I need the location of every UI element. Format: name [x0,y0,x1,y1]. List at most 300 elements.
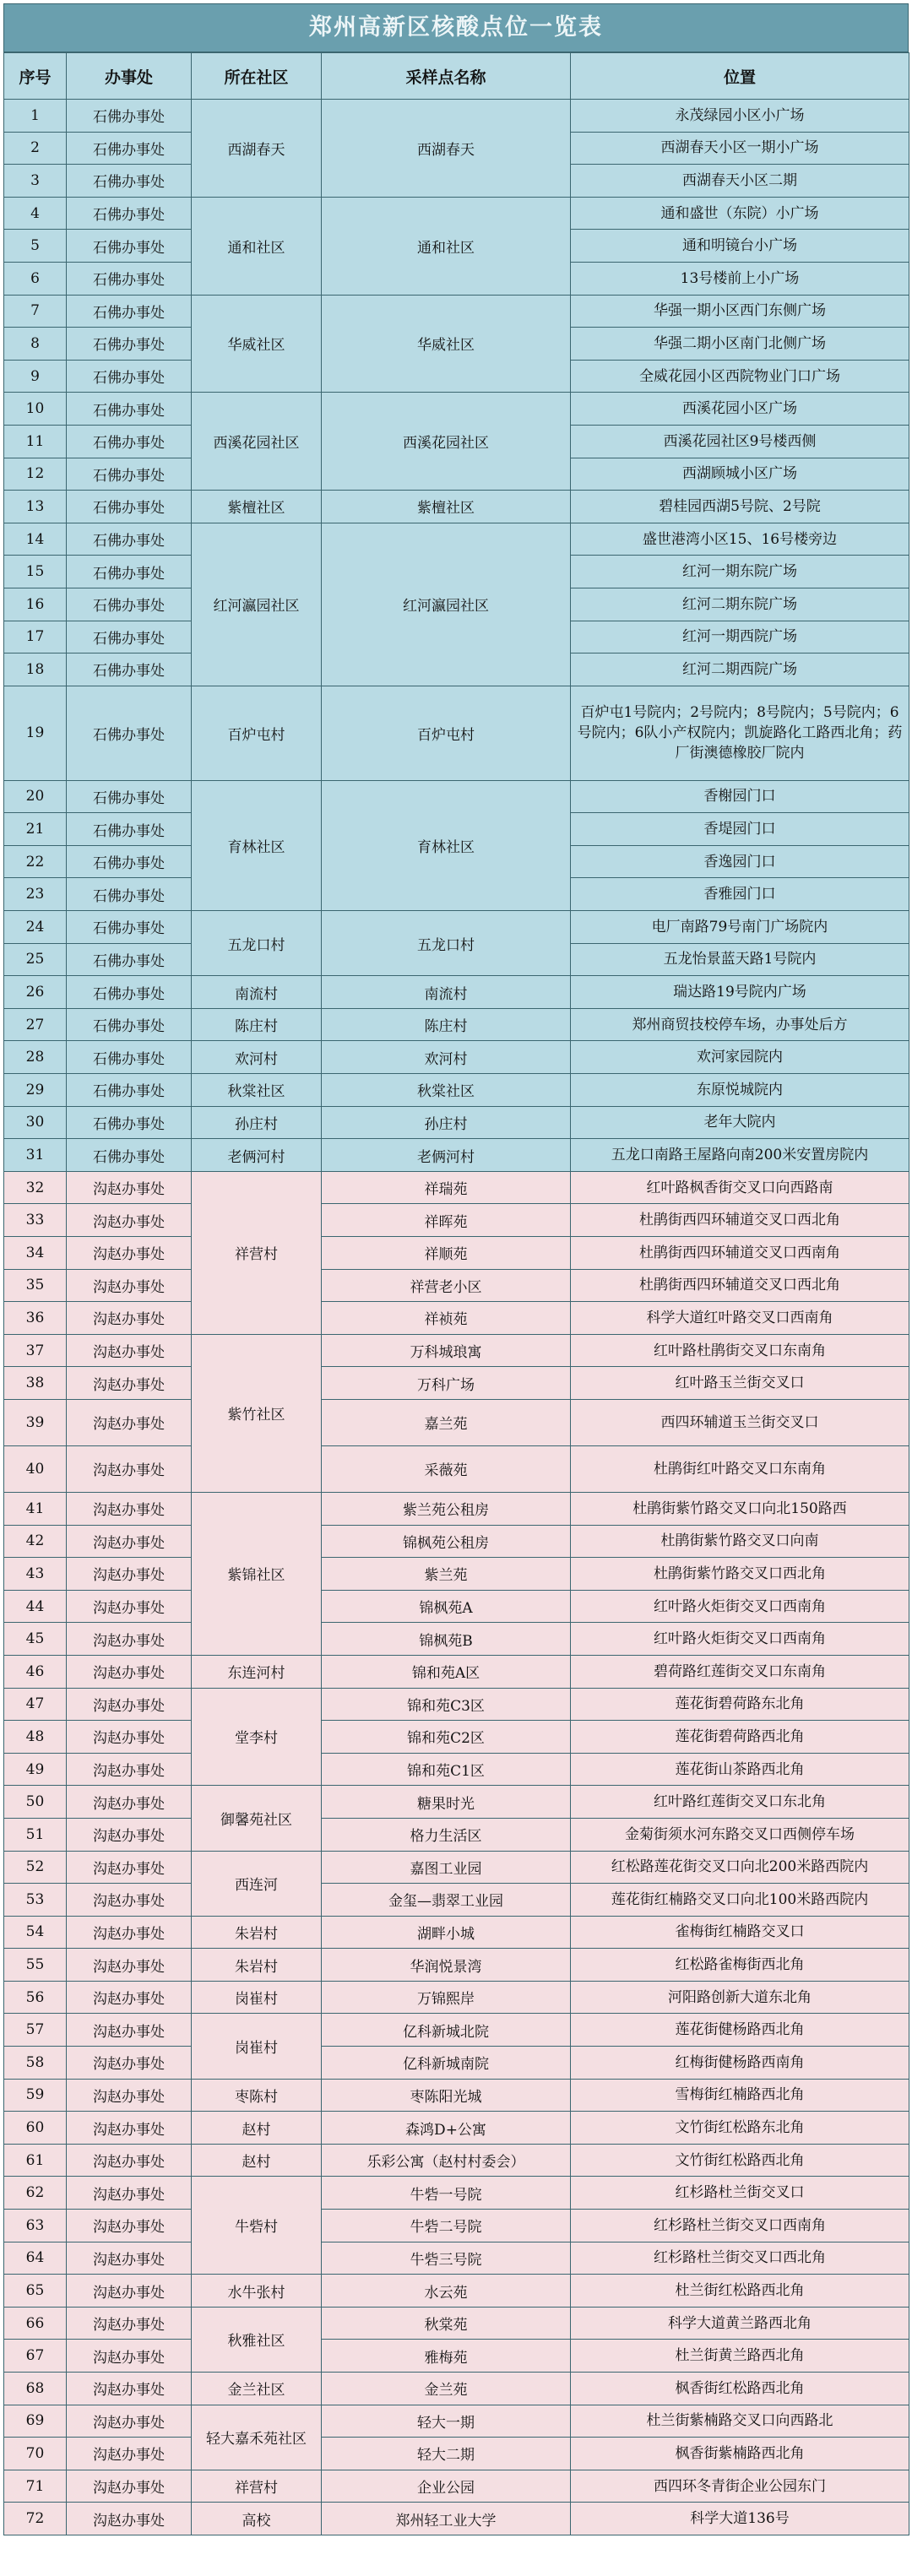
cell-site: 轻大一期 [322,2405,571,2438]
cell-site: 牛砦二号院 [322,2210,571,2242]
cell-location: 雀梅街红楠路交叉口 [571,1916,909,1949]
cell-location: 红梅街健杨路西南角 [571,2047,909,2080]
header-location: 位置 [571,53,909,100]
cell-office: 沟赵办事处 [67,1558,192,1591]
cell-office: 石佛办事处 [67,845,192,878]
cell-location: 杜兰街黄兰路西北角 [571,2340,909,2373]
cell-site: 秋棠社区 [322,1074,571,1107]
cell-site: 紫檀社区 [322,491,571,523]
cell-office: 沟赵办事处 [67,2112,192,2145]
table-row [4,1884,909,1917]
table-row [4,686,909,780]
cell-location: 红河一期西院广场 [571,621,909,653]
header-site: 采样点名称 [322,53,571,100]
cell-site: 嘉兰苑 [322,1399,571,1445]
cell-location: 杜鹃街西四环辅道交叉口西北角 [571,1269,909,1302]
cell-no: 34 [4,1237,67,1270]
cell-office: 石佛办事处 [67,653,192,686]
cell-community: 赵村 [192,2144,322,2177]
cell-location: 红叶路玉兰街交叉口 [571,1367,909,1400]
cell-no: 8 [4,328,67,361]
cell-location: 杜鹃街西四环辅道交叉口西北角 [571,1204,909,1237]
cell-office: 石佛办事处 [67,360,192,393]
cell-office: 沟赵办事处 [67,1525,192,1558]
table-row [4,2470,909,2503]
cell-site: 锦和苑A区 [322,1655,571,1688]
cell-no: 57 [4,2014,67,2047]
cell-community: 水牛张村 [192,2275,322,2308]
table-row [4,2047,909,2080]
cell-no: 44 [4,1590,67,1623]
table-row [4,2307,909,2340]
cell-community: 孙庄村 [192,1106,322,1139]
cell-site: 雅梅苑 [322,2340,571,2373]
cell-site: 百炉屯村 [322,686,571,780]
cell-community: 枣陈村 [192,2079,322,2112]
cell-location: 红杉路杜兰街交叉口西南角 [571,2210,909,2242]
cell-no: 18 [4,653,67,686]
cell-office: 沟赵办事处 [67,1334,192,1367]
cell-office: 石佛办事处 [67,1041,192,1074]
cell-no: 72 [4,2503,67,2535]
cell-office: 石佛办事处 [67,943,192,976]
cell-site: 金兰苑 [322,2373,571,2405]
table-row [4,2014,909,2047]
cell-no: 48 [4,1721,67,1754]
cell-office: 沟赵办事处 [67,2340,192,2373]
table-row [4,2275,909,2308]
cell-office: 沟赵办事处 [67,2242,192,2275]
table-row [4,1399,909,1445]
cell-location: 华强一期小区西门东侧广场 [571,295,909,328]
cell-office: 石佛办事处 [67,911,192,944]
cell-no: 41 [4,1492,67,1525]
cell-community: 牛砦村 [192,2177,322,2275]
table-row [4,523,909,556]
table-row [4,2112,909,2145]
cell-no: 13 [4,491,67,523]
header-community: 所在社区 [192,53,322,100]
cell-office: 沟赵办事处 [67,2210,192,2242]
cell-location: 通和盛世（东院）小广场 [571,197,909,230]
cell-location: 杜兰街红松路西北角 [571,2275,909,2308]
cell-location: 五龙口南路王屋路向南200米安置房院内 [571,1139,909,1172]
table-row [4,2079,909,2112]
cell-office: 石佛办事处 [67,1106,192,1139]
cell-location: 莲花街碧荷路西北角 [571,1721,909,1754]
cell-office: 沟赵办事处 [67,1399,192,1445]
cell-community: 老俩河村 [192,1139,322,1172]
table-row [4,976,909,1009]
table-row [4,1981,909,2014]
cell-site: 牛砦一号院 [322,2177,571,2210]
cell-location: 科学大道红叶路交叉口西南角 [571,1302,909,1335]
cell-location: 河阳路创新大道东北角 [571,1981,909,2014]
cell-site: 紫兰苑 [322,1558,571,1591]
cell-site: 欢河村 [322,1041,571,1074]
cell-community: 朱岩村 [192,1916,322,1949]
cell-no: 21 [4,813,67,846]
cell-office: 沟赵办事处 [67,1721,192,1754]
cell-location: 红河二期东院广场 [571,588,909,621]
cell-office: 沟赵办事处 [67,1851,192,1884]
header-no: 序号 [4,53,67,100]
cell-site: 祥祯苑 [322,1302,571,1335]
cell-location: 瑞达路19号院内广场 [571,976,909,1009]
cell-location: 杜鹃街紫竹路交叉口向南 [571,1525,909,1558]
cell-location: 金菊街须水河东路交叉口西侧停车场 [571,1818,909,1851]
cell-no: 37 [4,1334,67,1367]
cell-site: 牛砦三号院 [322,2242,571,2275]
cell-office: 沟赵办事处 [67,1269,192,1302]
cell-location: 文竹街红松路东北角 [571,2112,909,2145]
cell-office: 石佛办事处 [67,813,192,846]
table-row [4,1269,909,1302]
cell-office: 石佛办事处 [67,1074,192,1107]
cell-no: 11 [4,425,67,458]
cell-site: 水云苑 [322,2275,571,2308]
cell-office: 石佛办事处 [67,556,192,588]
cell-location: 全威花园小区西院物业门口广场 [571,360,909,393]
cell-office: 沟赵办事处 [67,2503,192,2535]
cell-location: 红松路雀梅街西北角 [571,1949,909,1982]
cell-office: 石佛办事处 [67,780,192,813]
cell-no: 29 [4,1074,67,1107]
cell-site: 湖畔小城 [322,1916,571,1949]
cell-location: 西湖顾城小区广场 [571,458,909,491]
cell-no: 25 [4,943,67,976]
cell-site: 育林社区 [322,780,571,910]
cell-office: 石佛办事处 [67,100,192,133]
table-row [4,2177,909,2210]
cell-community: 紫檀社区 [192,491,322,523]
cell-no: 42 [4,1525,67,1558]
cell-no: 14 [4,523,67,556]
cell-office: 石佛办事处 [67,458,192,491]
table-row [4,1139,909,1172]
cell-no: 9 [4,360,67,393]
cell-community: 西湖春天 [192,100,322,198]
cell-site: 红河瀛园社区 [322,523,571,686]
cell-site: 采薇苑 [322,1445,571,1492]
cell-no: 23 [4,878,67,911]
cell-community: 欢河村 [192,1041,322,1074]
cell-office: 石佛办事处 [67,1139,192,1172]
table-row [4,1204,909,1237]
cell-office: 沟赵办事处 [67,2470,192,2503]
page-title: 郑州高新区核酸点位一览表 [3,3,909,52]
cell-no: 62 [4,2177,67,2210]
cell-no: 1 [4,100,67,133]
cell-no: 60 [4,2112,67,2145]
cell-site: 亿科新城北院 [322,2014,571,2047]
cell-site: 乐彩公寓（赵村村委会） [322,2144,571,2177]
cell-location: 红松路莲花街交叉口向北200米路西院内 [571,1851,909,1884]
table-row [4,1492,909,1525]
cell-office: 沟赵办事处 [67,1302,192,1335]
table-row [4,2405,909,2438]
cell-office: 沟赵办事处 [67,1949,192,1982]
cell-location: 西湖春天小区二期 [571,165,909,198]
cell-location: 红叶路火炬街交叉口西南角 [571,1623,909,1656]
cell-location: 欢河家园院内 [571,1041,909,1074]
cell-community: 百炉屯村 [192,686,322,780]
cell-no: 46 [4,1655,67,1688]
cell-site: 企业公园 [322,2470,571,2503]
cell-location: 五龙怡景蓝天路1号院内 [571,943,909,976]
cell-site: 轻大二期 [322,2438,571,2470]
cell-office: 石佛办事处 [67,393,192,426]
cell-location: 西溪花园社区9号楼西侧 [571,425,909,458]
table-row [4,1074,909,1107]
cell-location: 雪梅街红楠路西北角 [571,2079,909,2112]
cell-community: 华威社区 [192,295,322,393]
table-row [4,1334,909,1367]
cell-site: 南流村 [322,976,571,1009]
cell-location: 碧荷路红莲街交叉口东南角 [571,1655,909,1688]
cell-no: 31 [4,1139,67,1172]
table-row [4,1688,909,1721]
table-row [4,2503,909,2535]
cell-no: 59 [4,2079,67,2112]
cell-office: 石佛办事处 [67,1008,192,1041]
table-row [4,1367,909,1400]
table-header [4,53,909,100]
table-row [4,1623,909,1656]
table-row [4,1655,909,1688]
cell-site: 锦枫苑公租房 [322,1525,571,1558]
cell-site: 祥晖苑 [322,1204,571,1237]
table-row [4,491,909,523]
cell-community: 东连河村 [192,1655,322,1688]
cell-office: 沟赵办事处 [67,1204,192,1237]
table-row [4,1171,909,1204]
cell-site: 老俩河村 [322,1139,571,1172]
table-row [4,911,909,944]
cell-location: 红杉路杜兰街交叉口西北角 [571,2242,909,2275]
cell-location: 电厂南路79号南门广场院内 [571,911,909,944]
cell-community: 岗崔村 [192,1981,322,2014]
cell-office: 石佛办事处 [67,976,192,1009]
cell-office: 沟赵办事处 [67,1445,192,1492]
cell-site: 祥营老小区 [322,1269,571,1302]
cell-community: 五龙口村 [192,911,322,976]
cell-location: 红河一期东院广场 [571,556,909,588]
cell-office: 沟赵办事处 [67,2373,192,2405]
cell-location: 枫香街红松路西北角 [571,2373,909,2405]
cell-no: 54 [4,1916,67,1949]
cell-site: 西溪花园社区 [322,393,571,491]
cell-location: 莲花街健杨路西北角 [571,2014,909,2047]
table-row [4,1106,909,1139]
cell-site: 五龙口村 [322,911,571,976]
cell-no: 6 [4,262,67,295]
cell-community: 祥营村 [192,1171,322,1334]
cell-location: 红河二期西院广场 [571,653,909,686]
cell-office: 沟赵办事处 [67,1623,192,1656]
cell-office: 石佛办事处 [67,686,192,780]
cell-office: 石佛办事处 [67,621,192,653]
cell-office: 石佛办事处 [67,295,192,328]
cell-location: 红杉路杜兰街交叉口 [571,2177,909,2210]
table-row [4,2373,909,2405]
cell-community: 轻大嘉禾苑社区 [192,2405,322,2470]
cell-office: 石佛办事处 [67,262,192,295]
cell-location: 杜鹃街西四环辅道交叉口西南角 [571,1237,909,1270]
table-row [4,2144,909,2177]
cell-no: 64 [4,2242,67,2275]
cell-location: 东原悦城院内 [571,1074,909,1107]
cell-no: 51 [4,1818,67,1851]
cell-office: 沟赵办事处 [67,2275,192,2308]
table-row [4,1916,909,1949]
cell-no: 67 [4,2340,67,2373]
cell-location: 百炉屯1号院内；2号院内；8号院内；5号院内；6号院内；6队小产权院内；凯旋路化工路西北角；药厂街澳德橡胶厂院内 [571,686,909,780]
cell-no: 5 [4,230,67,263]
cell-site: 西湖春天 [322,100,571,198]
cell-office: 沟赵办事处 [67,1981,192,2014]
cell-no: 30 [4,1106,67,1139]
cell-office: 沟赵办事处 [67,2079,192,2112]
cell-office: 沟赵办事处 [67,1655,192,1688]
cell-location: 文竹街红松路西北角 [571,2144,909,2177]
cell-no: 71 [4,2470,67,2503]
cell-site: 祥顺苑 [322,1237,571,1270]
cell-site: 秋棠苑 [322,2307,571,2340]
cell-office: 沟赵办事处 [67,2177,192,2210]
cell-community: 堂李村 [192,1688,322,1786]
cell-community: 育林社区 [192,780,322,910]
table-row [4,295,909,328]
cell-community: 朱岩村 [192,1949,322,1982]
table-row [4,1302,909,1335]
cell-location: 永茂绿园小区小广场 [571,100,909,133]
cell-no: 70 [4,2438,67,2470]
cell-no: 47 [4,1688,67,1721]
cell-community: 岗崔村 [192,2014,322,2079]
cell-location: 莲花街山茶路西北角 [571,1753,909,1786]
cell-location: 13号楼前上小广场 [571,262,909,295]
cell-office: 沟赵办事处 [67,1237,192,1270]
cell-site: 锦和苑C2区 [322,1721,571,1754]
cell-location: 香雅园门口 [571,878,909,911]
cell-site: 锦枫苑A [322,1590,571,1623]
cell-office: 沟赵办事处 [67,2438,192,2470]
table-row [4,2340,909,2373]
cell-location: 香堤园门口 [571,813,909,846]
cell-site: 锦和苑C3区 [322,1688,571,1721]
cell-community: 祥营村 [192,2470,322,2503]
cell-no: 69 [4,2405,67,2438]
cell-site: 糖果时光 [322,1786,571,1819]
cell-no: 28 [4,1041,67,1074]
cell-office: 沟赵办事处 [67,1818,192,1851]
cell-no: 68 [4,2373,67,2405]
cell-community: 西连河 [192,1851,322,1916]
cell-office: 沟赵办事处 [67,1916,192,1949]
cell-office: 沟赵办事处 [67,1884,192,1917]
cell-site: 通和社区 [322,197,571,295]
cell-location: 华强二期小区南门北侧广场 [571,328,909,361]
cell-location: 西溪花园小区广场 [571,393,909,426]
sheet [3,3,909,2535]
table-row [4,1237,909,1270]
cell-community: 秋棠社区 [192,1074,322,1107]
cell-location: 科学大道136号 [571,2503,909,2535]
cell-office: 沟赵办事处 [67,2405,192,2438]
cell-community: 陈庄村 [192,1008,322,1041]
cell-office: 沟赵办事处 [67,1590,192,1623]
cell-no: 33 [4,1204,67,1237]
cell-location: 杜鹃街紫竹路交叉口西北角 [571,1558,909,1591]
cell-site: 锦枫苑B [322,1623,571,1656]
cell-no: 2 [4,132,67,165]
cell-no: 53 [4,1884,67,1917]
table-row [4,2242,909,2275]
cell-community: 金兰社区 [192,2373,322,2405]
cell-site: 祥瑞苑 [322,1171,571,1204]
cell-no: 49 [4,1753,67,1786]
cell-site: 陈庄村 [322,1008,571,1041]
table-row [4,100,909,133]
cell-no: 26 [4,976,67,1009]
cell-site: 孙庄村 [322,1106,571,1139]
table-row [4,1041,909,1074]
table-body [4,100,909,2535]
cell-office: 沟赵办事处 [67,1367,192,1400]
cell-no: 66 [4,2307,67,2340]
table-row [4,2210,909,2242]
cell-location: 盛世港湾小区15、16号楼旁边 [571,523,909,556]
cell-no: 32 [4,1171,67,1204]
cell-location: 西四环辅道玉兰街交叉口 [571,1399,909,1445]
cell-site: 枣陈阳光城 [322,2079,571,2112]
cell-site: 万科城琅寓 [322,1334,571,1367]
table-row [4,1851,909,1884]
table-row [4,1445,909,1492]
cell-location: 红叶路红莲街交叉口东北角 [571,1786,909,1819]
cell-office: 石佛办事处 [67,165,192,198]
cell-no: 35 [4,1269,67,1302]
cell-no: 63 [4,2210,67,2242]
cell-site: 亿科新城南院 [322,2047,571,2080]
cell-community: 红河瀛园社区 [192,523,322,686]
cell-site: 华润悦景湾 [322,1949,571,1982]
table-row [4,780,909,813]
cell-no: 40 [4,1445,67,1492]
table-row [4,1558,909,1591]
cell-office: 沟赵办事处 [67,2307,192,2340]
cell-site: 万科广场 [322,1367,571,1400]
cell-community: 赵村 [192,2112,322,2145]
cell-location: 红叶路枫香街交叉口向西路南 [571,1171,909,1204]
cell-office: 沟赵办事处 [67,2047,192,2080]
cell-no: 27 [4,1008,67,1041]
cell-location: 莲花街碧荷路东北角 [571,1688,909,1721]
cell-no: 15 [4,556,67,588]
cell-office: 石佛办事处 [67,878,192,911]
cell-office: 石佛办事处 [67,230,192,263]
cell-site: 紫兰苑公租房 [322,1492,571,1525]
cell-no: 56 [4,1981,67,2014]
table-row [4,1786,909,1819]
cell-office: 石佛办事处 [67,523,192,556]
cell-office: 沟赵办事处 [67,2014,192,2047]
cell-site: 华威社区 [322,295,571,393]
cell-site: 嘉图工业园 [322,1851,571,1884]
cell-office: 沟赵办事处 [67,2144,192,2177]
cell-location: 通和明镜台小广场 [571,230,909,263]
